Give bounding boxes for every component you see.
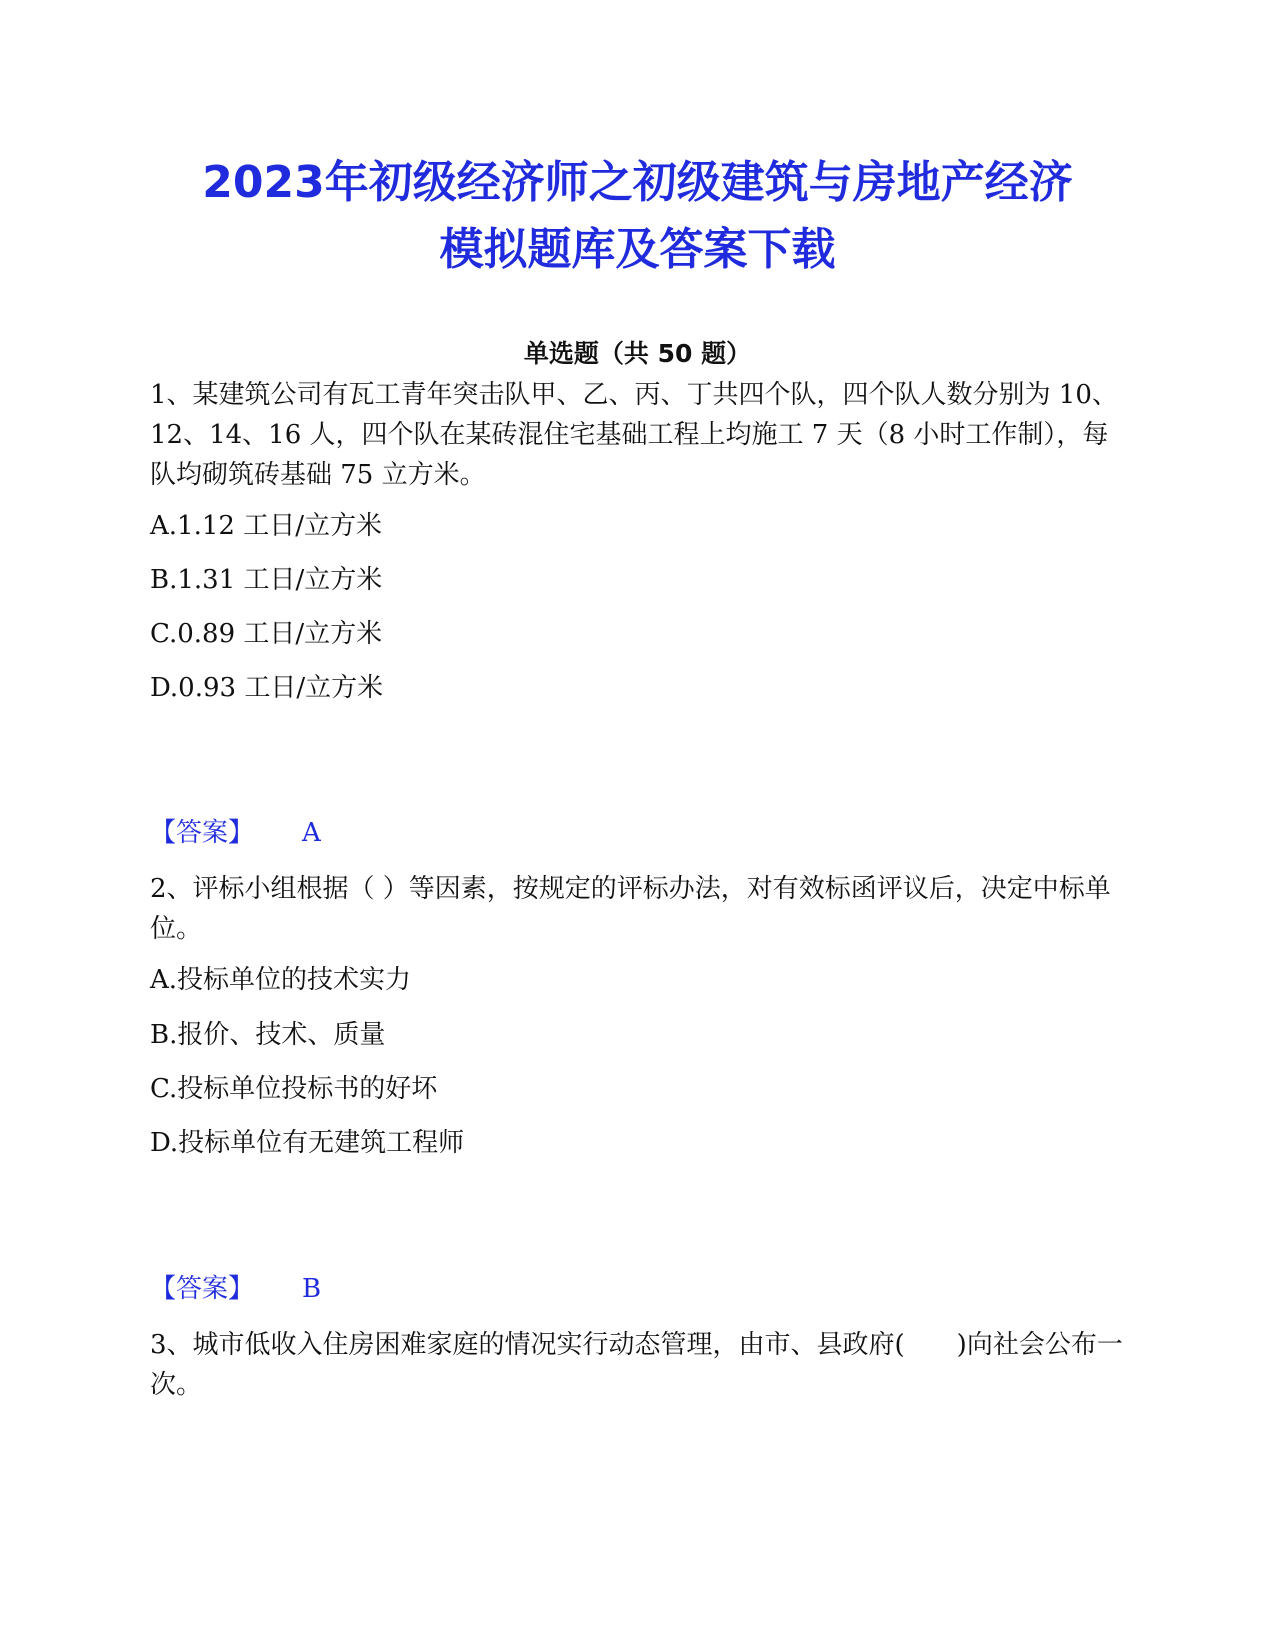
section-heading: 单选题（共 50 题） (523, 339, 752, 368)
question-1-option-b: B.1.31 工日/立方米 (150, 565, 383, 595)
answer-value: B (302, 1274, 322, 1304)
answer-label: 【答案】 (150, 1274, 255, 1304)
question-1-option-a: A.1.12 工日/立方米 (150, 511, 382, 541)
question-2-option-c: C.投标单位投标书的好坏 (150, 1074, 438, 1104)
question-2-option-b: B.报价、技术、质量 (150, 1020, 386, 1050)
question-3-stem: 3、城市低收入住房困难家庭的情况实行动态管理，由市、县政府( )向社会公布一次。 (150, 1330, 1123, 1400)
answer-value: A (302, 818, 321, 848)
question-2-stem: 2、评标小组根据（ ）等因素，按规定的评标办法，对有效标函评议后，决定中标单位。 (150, 874, 1111, 944)
answer-label: 【答案】 (150, 818, 255, 848)
document-title-line-1: 2023年初级经济师之初级建筑与房地产经济 (202, 157, 1073, 208)
document-title-line-2: 模拟题库及答案下载 (439, 224, 836, 275)
question-1-stem: 1、某建筑公司有瓦工青年突击队甲、乙、丙、丁共四个队，四个队人数分别为 10、12、14、16 人，四个队在某砖混住宅基础工程上均施工 7 天（8 小时工作制），每队均砌筑砖基础 75 立方米。 (150, 380, 1118, 490)
question-1-option-c: C.0.89 工日/立方米 (150, 619, 383, 649)
question-2-option-d: D.投标单位有无建筑工程师 (150, 1128, 465, 1158)
question-2-option-a: A.投标单位的技术实力 (150, 965, 412, 995)
question-2-answer (150, 1271, 321, 1307)
question-1-answer (150, 815, 321, 851)
question-1-option-d: D.0.93 工日/立方米 (150, 673, 384, 703)
